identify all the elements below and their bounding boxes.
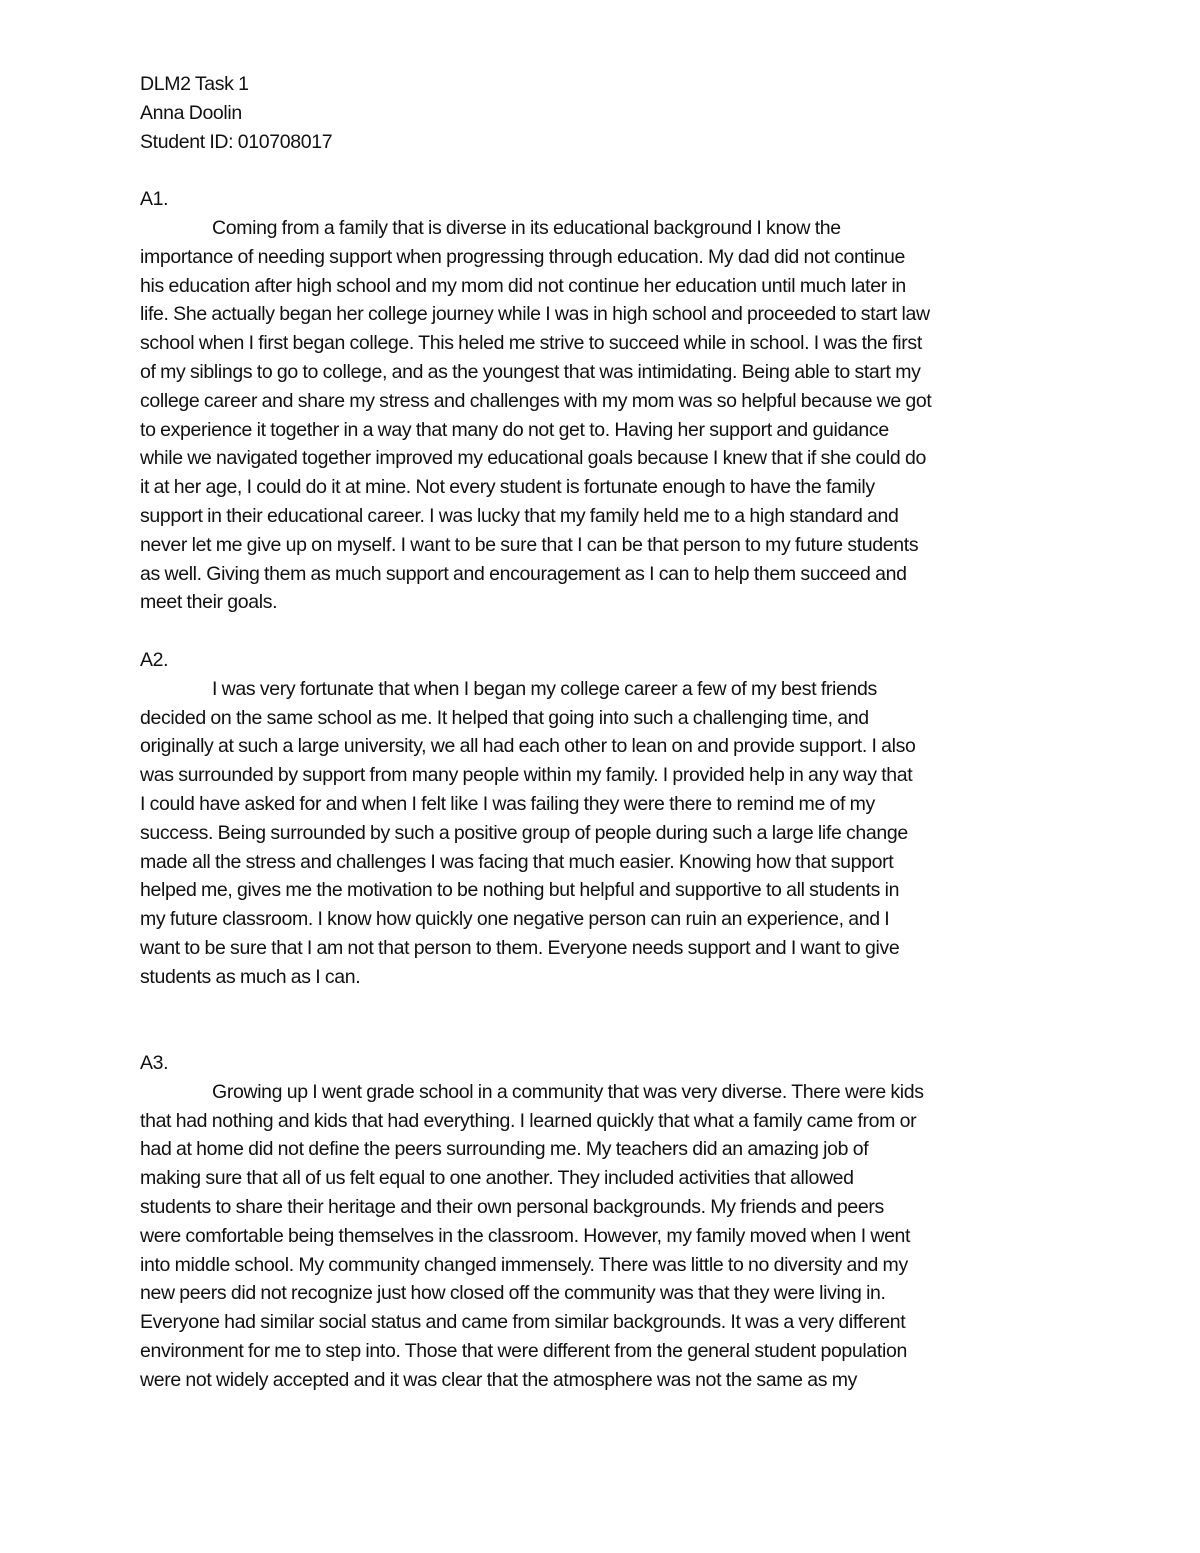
paragraph-line: to experience it together in a way that many do not get to. Having her support and guidance [140, 418, 889, 441]
paragraph-line: Coming from a family that is diverse in its educational background I know the [212, 216, 841, 239]
paragraph-line: environment for me to step into. Those that were different from the general student population [140, 1340, 907, 1363]
paragraph-line: his education after high school and my mom did not continue her education until much later in [140, 274, 906, 297]
paragraph [140, 1078, 1060, 1395]
spacer [140, 156, 1060, 185]
section-a3 [140, 1049, 1060, 1395]
paragraph-line: students to share their heritage and their own personal backgrounds. My friends and peers [140, 1196, 884, 1219]
paragraph-line: that had nothing and kids that had everything. I learned quickly that what a family came from or [140, 1109, 917, 1132]
spacer [140, 617, 1060, 646]
paragraph-line: want to be sure that I am not that person to them. Everyone needs support and I want to give [140, 936, 900, 959]
author-name: Anna Doolin [140, 101, 242, 124]
paragraph-line: I was very fortunate that when I began my college career a few of my best friends [212, 677, 877, 700]
paragraph-line: I could have asked for and when I felt like I was failing they were there to remind me of my [140, 792, 875, 815]
document-title: DLM2 Task 1 [140, 73, 249, 95]
paragraph-line: life. She actually began her college journey while I was in high school and proceeded to start law [140, 303, 930, 326]
paragraph-line: new peers did not recognize just how closed off the community was that they were living in. [140, 1282, 886, 1305]
student-id: Student ID: 010708017 [140, 130, 333, 153]
paragraph-line: of my siblings to go to college, and as the youngest that was intimidating. Being able to start my [140, 360, 921, 383]
paragraph [140, 675, 1060, 992]
paragraph-line: students as much as I can. [140, 965, 361, 988]
paragraph-line: decided on the same school as me. It helped that going into such a challenging time, and [140, 706, 869, 729]
section-a2 [140, 646, 1060, 992]
paragraph-line: was surrounded by support from many people within my family. I provided help in any way that [140, 764, 913, 787]
paragraph-line: were not widely accepted and it was clear that the atmosphere was not the same as my [140, 1368, 857, 1391]
spacer [140, 992, 1060, 1050]
paragraph-line: into middle school. My community changed immensely. There was little to no diversity and my [140, 1253, 908, 1276]
section-heading: A1. [140, 188, 169, 211]
paragraph-line: as well. Giving them as much support and encouragement as I can to help them succeed and [140, 562, 907, 585]
section-a1 [140, 185, 1060, 617]
paragraph-line: Everyone had similar social status and came from similar backgrounds. It was a very different [140, 1311, 906, 1334]
paragraph-line: success. Being surrounded by such a positive group of people during such a large life change [140, 821, 908, 844]
paragraph-line: while we navigated together improved my educational goals because I knew that if she could do [140, 447, 926, 470]
paragraph-line: were comfortable being themselves in the classroom. However, my family moved when I went [140, 1224, 911, 1247]
paragraph-line: Growing up I went grade school in a community that was very diverse. There were kids [212, 1080, 924, 1103]
paragraph-line: making sure that all of us felt equal to one another. They included activities that allowed [140, 1167, 854, 1190]
document-page [140, 70, 1060, 1395]
paragraph-line: never let me give up on myself. I want to be sure that I can be that person to my future students [140, 533, 919, 556]
paragraph-line: my future classroom. I know how quickly one negative person can ruin an experience, and I [140, 908, 890, 931]
paragraph-line: importance of needing support when progressing through education. My dad did not continue [140, 245, 906, 268]
paragraph-line: college career and share my stress and challenges with my mom was so helpful because we got [140, 389, 932, 412]
paragraph-line: meet their goals. [140, 591, 278, 614]
paragraph-line: support in their educational career. I was lucky that my family held me to a high standard and [140, 504, 899, 527]
section-heading: A2. [140, 648, 169, 671]
paragraph-line: it at her age, I could do it at mine. Not every student is fortunate enough to have the family [140, 476, 875, 499]
paragraph-line: school when I first began college. This heled me strive to succeed while in school. I was the first [140, 332, 922, 355]
section-heading: A3. [140, 1052, 169, 1075]
paragraph-line: originally at such a large university, we all had each other to lean on and provide support. I also [140, 735, 916, 758]
paragraph-line: made all the stress and challenges I was facing that much easier. Knowing how that support [140, 850, 894, 873]
paragraph [140, 214, 1060, 617]
paragraph-line: helped me, gives me the motivation to be nothing but helpful and supportive to all students in [140, 879, 900, 902]
paragraph-line: had at home did not define the peers surrounding me. My teachers did an amazing job of [140, 1138, 869, 1161]
